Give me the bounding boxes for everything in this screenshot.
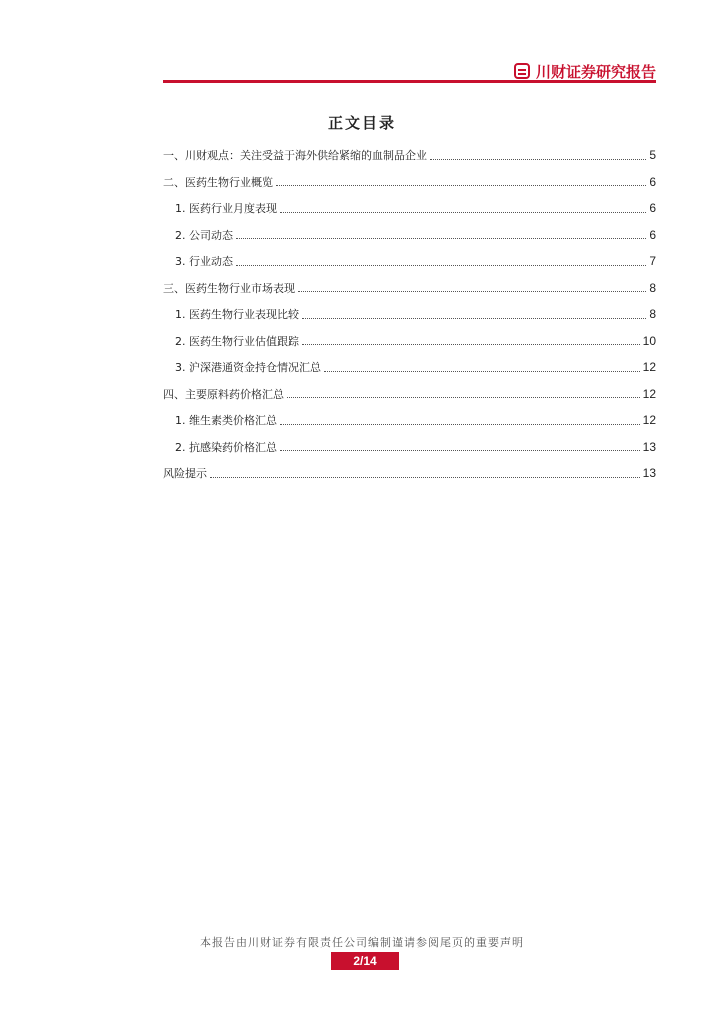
- toc-dot-leader: [236, 265, 646, 266]
- toc-title: 正文目录: [327, 114, 396, 132]
- toc-entry-label: 2. 抗感染药价格汇总: [175, 440, 277, 454]
- toc-dot-leader: [298, 291, 646, 292]
- toc-entry[interactable]: [163, 328, 656, 355]
- toc-dot-leader: [280, 424, 640, 425]
- toc-entry-page: 8: [649, 280, 656, 295]
- toc-dot-leader: [210, 477, 640, 478]
- footer-disclaimer: 本报告由川财证券有限责任公司编制谨请参阅尾页的重要声明: [200, 936, 524, 949]
- toc-entry-label: 二、医药生物行业概览: [163, 175, 273, 189]
- toc-entry-label: 1. 维生素类价格汇总: [175, 414, 277, 428]
- toc-entry[interactable]: [163, 275, 656, 302]
- toc-entry[interactable]: [163, 407, 656, 434]
- toc-entry-label: 风险提示: [163, 467, 207, 481]
- toc-entry[interactable]: [163, 301, 656, 328]
- chuancai-logo-icon: [514, 63, 530, 79]
- toc-dot-leader: [236, 238, 646, 239]
- brand-name: 川财证券研究报告: [535, 62, 656, 81]
- toc-entry-label: 1. 医药生物行业表现比较: [175, 308, 299, 322]
- toc-entry-page: 13: [642, 439, 656, 454]
- toc-dot-leader: [430, 159, 646, 160]
- toc-dot-leader: [324, 371, 640, 372]
- toc-entry[interactable]: [163, 434, 656, 461]
- toc-entry[interactable]: [163, 460, 656, 487]
- toc-entry-page: 12: [642, 360, 656, 375]
- toc-entry-page: 13: [642, 466, 656, 481]
- toc-dot-leader: [280, 212, 646, 213]
- toc-entry-label: 3. 沪深港通资金持仓情况汇总: [175, 361, 321, 375]
- toc-entry-page: 8: [649, 307, 656, 322]
- toc-entry-page: 5: [649, 148, 656, 163]
- toc-entry-page: 12: [642, 413, 656, 428]
- toc-entry-label: 2. 医药生物行业估值跟踪: [175, 334, 299, 348]
- toc-entry-page: 10: [642, 333, 656, 348]
- toc-entry-label: 三、医药生物行业市场表现: [163, 281, 295, 295]
- toc-entry[interactable]: [163, 195, 656, 222]
- toc-entry[interactable]: [163, 222, 656, 249]
- toc-entry[interactable]: [163, 354, 656, 381]
- toc-entry[interactable]: [163, 381, 656, 408]
- toc-dot-leader: [302, 344, 640, 345]
- page-number-badge: 2/14: [331, 952, 399, 970]
- toc-entry[interactable]: [163, 169, 656, 196]
- toc-entry[interactable]: [163, 142, 656, 169]
- toc-entry-page: 6: [649, 227, 656, 242]
- table-of-contents: [163, 142, 656, 487]
- toc-entry-label: 2. 公司动态: [175, 228, 233, 242]
- toc-entry-label: 1. 医药行业月度表现: [175, 202, 277, 216]
- toc-entry-page: 12: [642, 386, 656, 401]
- toc-dot-leader: [280, 450, 640, 451]
- toc-entry-page: 6: [649, 201, 656, 216]
- page-header: [0, 0, 724, 84]
- toc-dot-leader: [302, 318, 646, 319]
- brand: [514, 60, 656, 82]
- toc-entry-label: 3. 行业动态: [175, 255, 233, 269]
- toc-dot-leader: [276, 185, 646, 186]
- toc-entry-page: 6: [649, 174, 656, 189]
- toc-entry[interactable]: [163, 248, 656, 275]
- toc-entry-label: 一、川财观点：关注受益于海外供给紧缩的血制品企业: [163, 149, 427, 163]
- toc-entry-page: 7: [649, 254, 656, 269]
- header-divider: [163, 80, 656, 83]
- toc-dot-leader: [287, 397, 640, 398]
- toc-entry-label: 四、主要原料药价格汇总: [163, 387, 284, 401]
